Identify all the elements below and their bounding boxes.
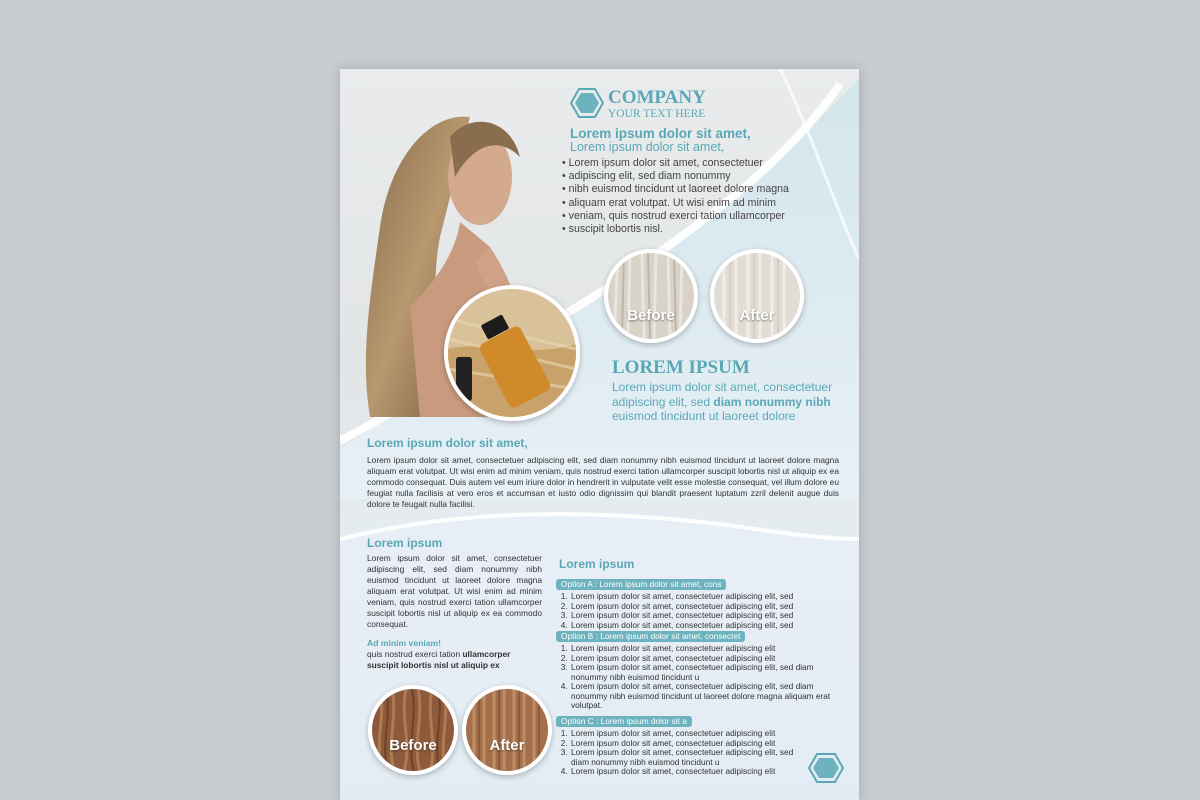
left-heading: Lorem ipsum xyxy=(367,536,443,550)
list-item: 2. Lorem ipsum dolor sit amet, consectetuer adipiscing elit xyxy=(570,739,806,749)
list-item: 2. Lorem ipsum dolor sit amet, consectetuer adipiscing elit xyxy=(570,654,836,664)
option-c-list xyxy=(556,729,806,777)
list-item: • aliquam erat volutpat. Ut wisi enim ad minim xyxy=(562,197,822,210)
flyer xyxy=(340,69,859,800)
left-body: Lorem ipsum dolor sit amet, consectetuer adipiscing elit, sed diam nonummy nibh euismod tincidunt ut laoreet dolore magna aliquam erat volutpat. Ut wisi enim ad minim veniam, quis nostrud exerci tation ullamcorper suscipit lobortis nisl ut aliquip ex ea commodo consequat. xyxy=(367,553,542,629)
option-a-label: Option A : Lorem ipsum dolor sit amet, cons xyxy=(556,579,726,590)
option-b-block xyxy=(556,626,836,711)
list-item: 3. Lorem ipsum dolor sit amet, consectetuer adipiscing elit, sed xyxy=(570,611,856,621)
list-item: 1. Lorem ipsum dolor sit amet, consectetuer adipiscing elit xyxy=(570,644,836,654)
intro-subheading: Lorem ipsum dolor sit amet, xyxy=(570,140,725,154)
list-item: 3. Lorem ipsum dolor sit amet, consectetuer adipiscing elit, sed diam nonummy nibh euismod tincidunt u xyxy=(570,663,836,682)
option-a-block xyxy=(556,574,856,630)
feature-text xyxy=(612,380,852,424)
list-item: 1. Lorem ipsum dolor sit amet, consectetuer adipiscing elit xyxy=(570,729,806,739)
option-b-label: Option B : Lorem ipsum dolor sit amet, consectet xyxy=(556,631,745,642)
feature-line-2-text: adipiscing elit, sed xyxy=(612,394,714,409)
feature-line-2-bold: diam nonummy nibh xyxy=(713,394,831,409)
top-before-image xyxy=(604,249,698,343)
list-item: • nibh euismod tincidunt ut laoreet dolore magna xyxy=(562,183,822,196)
feature-line-1: Lorem ipsum dolor sit amet, consectetuer xyxy=(612,380,833,394)
left-subtext-bold-2: suscipit lobortis nisl ut aliquip ex xyxy=(367,660,500,670)
left-subtext xyxy=(367,649,542,671)
left-subtext-bold-1: ullamcorper xyxy=(462,649,511,659)
left-subheading: Ad minim veniam! xyxy=(367,638,442,648)
bottom-after-image xyxy=(462,685,552,775)
list-item: 4. Lorem ipsum dolor sit amet, consectetuer adipiscing elit, sed xyxy=(570,621,856,631)
hexagon-logo-icon xyxy=(570,87,604,119)
middle-body: Lorem ipsum dolor sit amet, consectetuer adipiscing elit, sed diam nonummy nibh euismod tincidunt ut laoreet dolore magna aliquam erat volutpat. Ut wisi enim ad minim veniam, quis nostrud exerci tation ullamcorper suscipit lobortis nisl ut aliquip ex ea commodo consequat. Duis autem vel eum iriure dolor in hendrerit in vulputate velit esse molestie consequat, vel illum dolore eu feugiat nulla facilisis at vero eros et accumsan et iusto odio dignissim qui blandit praesent luptatum zzril delenit augue duis dolore te feugait nulla facilisi. xyxy=(367,455,839,509)
bottom-after-label: After xyxy=(489,737,525,754)
list-item: 1. Lorem ipsum dolor sit amet, consectetuer adipiscing elit, sed xyxy=(570,592,856,602)
option-c-block xyxy=(556,711,806,777)
company-tagline: YOUR TEXT HERE xyxy=(608,108,706,120)
list-item: 4. Lorem ipsum dolor sit amet, consectetuer adipiscing elit, sed diam nonummy nibh euismod tincidunt ut laoreet dolore magna aliquam erat volutpat. xyxy=(570,682,836,711)
bottom-before-label: Before xyxy=(389,737,437,754)
option-c-label: Option C : Lorem ipsum dolor sit a xyxy=(556,716,692,727)
option-b-list xyxy=(556,644,836,711)
feature-line-3: euismod tincidunt ut laoreet dolore xyxy=(612,409,796,423)
list-item: • veniam, quis nostrud exerci tation ullamcorper xyxy=(562,210,822,223)
option-a-list xyxy=(556,592,856,630)
intro-bullets xyxy=(562,157,822,236)
left-subtext-normal: quis nostrud exerci tation xyxy=(367,649,463,659)
list-item: 3. Lorem ipsum dolor sit amet, consectetuer adipiscing elit, sed diam nonummy nibh euismod tincidunt u xyxy=(570,748,806,767)
top-after-image xyxy=(710,249,804,343)
top-before-label: Before xyxy=(627,307,675,324)
list-item: • Lorem ipsum dolor sit amet, consectetuer xyxy=(562,157,822,170)
middle-heading: Lorem ipsum dolor sit amet, xyxy=(367,436,528,450)
feature-line-2 xyxy=(612,395,852,410)
top-after-label: After xyxy=(739,307,775,324)
hair-oil-photo xyxy=(444,285,580,421)
list-item: • adipiscing elit, sed diam nonummy xyxy=(562,170,822,183)
list-item: • suscipit lobortis nisl. xyxy=(562,223,822,236)
hexagon-footer-icon xyxy=(808,752,844,784)
list-item: 2. Lorem ipsum dolor sit amet, consectetuer adipiscing elit, sed xyxy=(570,602,856,612)
list-item: 4. Lorem ipsum dolor sit amet, consectetuer adipiscing elit xyxy=(570,767,806,777)
company-name: COMPANY xyxy=(608,87,706,108)
feature-title: LOREM IPSUM xyxy=(612,357,750,378)
bottom-before-image xyxy=(368,685,458,775)
intro-heading: Lorem ipsum dolor sit amet, xyxy=(570,126,751,141)
right-heading: Lorem ipsum xyxy=(559,557,635,571)
